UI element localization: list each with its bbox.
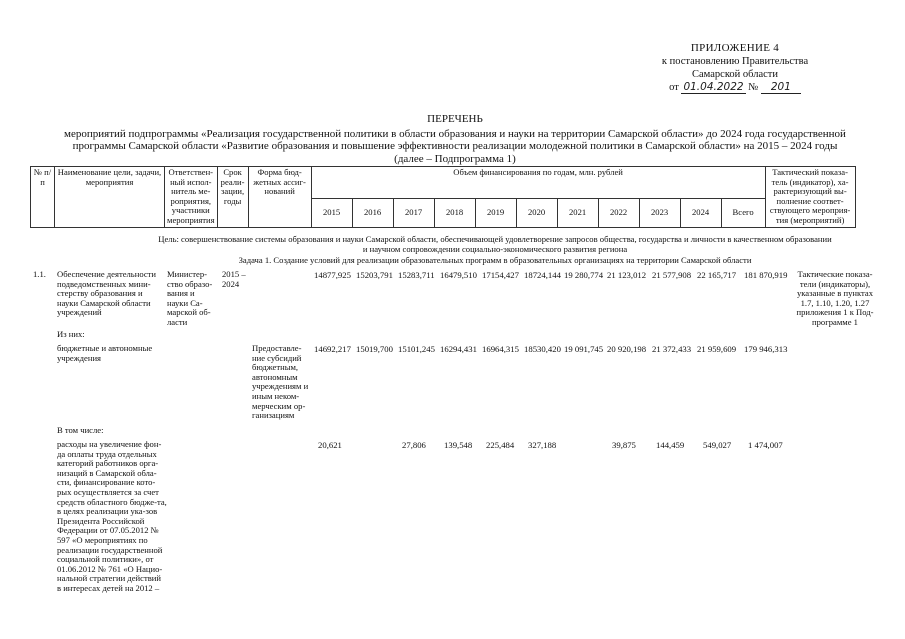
row1-name: Обеспечение деятельности подведомственных мини-стерству образования и науки Самарской области учреждений <box>57 269 157 318</box>
row2-value-total: 179 946,313 <box>744 344 788 354</box>
date-prefix: от <box>669 82 679 93</box>
row3-value-2020: 327,188 <box>528 440 557 450</box>
year-2017: 2017 <box>393 198 434 227</box>
year-2021: 2021 <box>557 198 598 227</box>
row1-value-2019: 17154,427 <box>482 270 519 280</box>
appendix-block <box>600 42 870 94</box>
row1-value-total: 181 870,919 <box>744 270 788 280</box>
row2-value-2019: 16964,315 <box>482 344 519 354</box>
row2-value-2020: 18530,420 <box>524 344 561 354</box>
row3-value-2023: 144,459 <box>656 440 685 450</box>
header-indicator: Тактический показа-тель (индикатор), ха-рактеризующий вы-полнение соответ-ствующего мероприя-тия (мероприятий) <box>765 167 855 228</box>
row3-value-2024: 549,027 <box>703 440 732 450</box>
including-label: В том числе: <box>57 425 104 435</box>
row2-value-2015: 14692,217 <box>314 344 351 354</box>
header-num: № п/п <box>31 167 55 228</box>
row2-value-2023: 21 372,433 <box>652 344 692 354</box>
header-name: Наименование цели, задачи, мероприятия <box>55 167 165 228</box>
row3-value-2015: 20,621 <box>318 440 342 450</box>
row3-value-2017: 27,806 <box>402 440 426 450</box>
heading-line-2: программы Самарской области «Развитие образования и повышение эффективности реализации молодежной политики в Самарской области» на 2015 – 2024 годы <box>72 140 838 152</box>
year-2023: 2023 <box>639 198 680 227</box>
year-2024: 2024 <box>680 198 721 227</box>
date-value: 01.04.2022 <box>683 81 744 93</box>
task-text: Задача 1. Создание условий для реализации образовательных программ в образовательных организациях на территории Самарской области <box>238 255 752 265</box>
year-2020: 2020 <box>516 198 557 227</box>
row3-value-2018: 139,548 <box>444 440 473 450</box>
header-volume: Объем финансирования по годам, млн. рублей <box>311 167 765 199</box>
row1-indicator: Тактические показа-тели (индикаторы), указанные в пунктах 1.7, 1.10, 1.20, 1.27 приложения 1 к Под-программе 1 <box>796 269 874 327</box>
appendix-line-1: к постановлению Правительства <box>661 56 809 67</box>
goal-line-2: и научном сопровождении социально-экономического развития региона <box>362 243 628 254</box>
row1-value-2023: 21 577,908 <box>652 270 692 280</box>
row2-value-2017: 15101,245 <box>398 344 435 354</box>
row2-value-2018: 16294,431 <box>440 344 477 354</box>
heading-line-3: (далее – Подпрограмма 1) <box>394 152 516 165</box>
header-form: Форма бюд-жетных ассиг-нований <box>248 167 311 228</box>
header-term: Срок реали-зации, годы <box>217 167 248 228</box>
row1-term: 2015 – 2024 <box>222 269 246 289</box>
of-them-label: Из них: <box>57 329 85 339</box>
year-2016: 2016 <box>352 198 393 227</box>
header-responsible: Ответствен-ный испол-нитель ме-роприятия, участники мероприятия <box>165 167 218 228</box>
row1-value-2017: 15283,711 <box>398 270 435 280</box>
row1-num: 1.1. <box>33 269 46 279</box>
row1-value-2021: 19 280,774 <box>564 270 604 280</box>
number-value: 201 <box>761 81 801 94</box>
row1-value-2022: 21 123,012 <box>607 270 647 280</box>
row2-value-2021: 19 091,745 <box>564 344 604 354</box>
row3-value-total: 1 474,007 <box>748 440 783 450</box>
row2-value-2016: 15019,700 <box>356 344 393 354</box>
row2-value-2022: 20 920,198 <box>607 344 647 354</box>
year-total: Всего <box>721 198 765 227</box>
document-heading <box>40 113 870 165</box>
row2-name: бюджетные и автономные учреждения <box>57 343 153 363</box>
appendix-date-line <box>669 81 801 94</box>
number-prefix: № <box>748 82 759 93</box>
year-2019: 2019 <box>475 198 516 227</box>
row1-value-2024: 22 165,717 <box>697 270 737 280</box>
goal-line-1: Цель: совершенствование системы образования и науки Самарской области, обеспечивающей удовлетворение запросов общества, государства и личности в качественном образовании <box>158 234 832 244</box>
row1-responsible: Министер-ство образо-вания и науки Са-марской об-ласти <box>167 269 213 327</box>
row1-value-2015: 14877,925 <box>314 270 351 280</box>
row1-value-2018: 16479,510 <box>440 270 477 280</box>
year-2018: 2018 <box>434 198 475 227</box>
row2-value-2024: 21 959,609 <box>697 344 737 354</box>
year-2022: 2022 <box>598 198 639 227</box>
row3-value-2022: 39,875 <box>612 440 636 450</box>
appendix-line-2: Самарской области <box>692 69 778 80</box>
goal-text <box>120 235 870 254</box>
heading-title: ПЕРЕЧЕНЬ <box>427 113 483 125</box>
table-header <box>30 166 856 228</box>
row3-name: расходы на увеличение фон-да оплаты труда отдельных категорий работников орга-низаций в Самарской обла-сти, финансирование кото-рых осуществляется за счет средств областного бюдже-та, в целях реализации ука-зов Президента Российской Федерации от 07.05.2012 № 597 «О мероприятиях по реализации государственной социальной политики», от 01.06.2012 № 761 «О Нацио-нальной стратегии действий в интересах детей на 2012 – <box>57 439 167 593</box>
heading-line-1: мероприятий подпрограммы «Реализация государственной политики в области образования и науки на территории Самарской области» до 2024 года государственной <box>64 127 846 140</box>
appendix-title: ПРИЛОЖЕНИЕ 4 <box>690 42 780 54</box>
row1-value-2016: 15203,791 <box>356 270 393 280</box>
year-2015: 2015 <box>311 198 352 227</box>
row2-form: Предоставле-ние субсидий бюджетным, автономным учреждениям и иным неком-мерческим ор-ганизациям <box>252 343 309 421</box>
row3-value-2019: 225,484 <box>486 440 515 450</box>
row1-value-2020: 18724,144 <box>524 270 561 280</box>
